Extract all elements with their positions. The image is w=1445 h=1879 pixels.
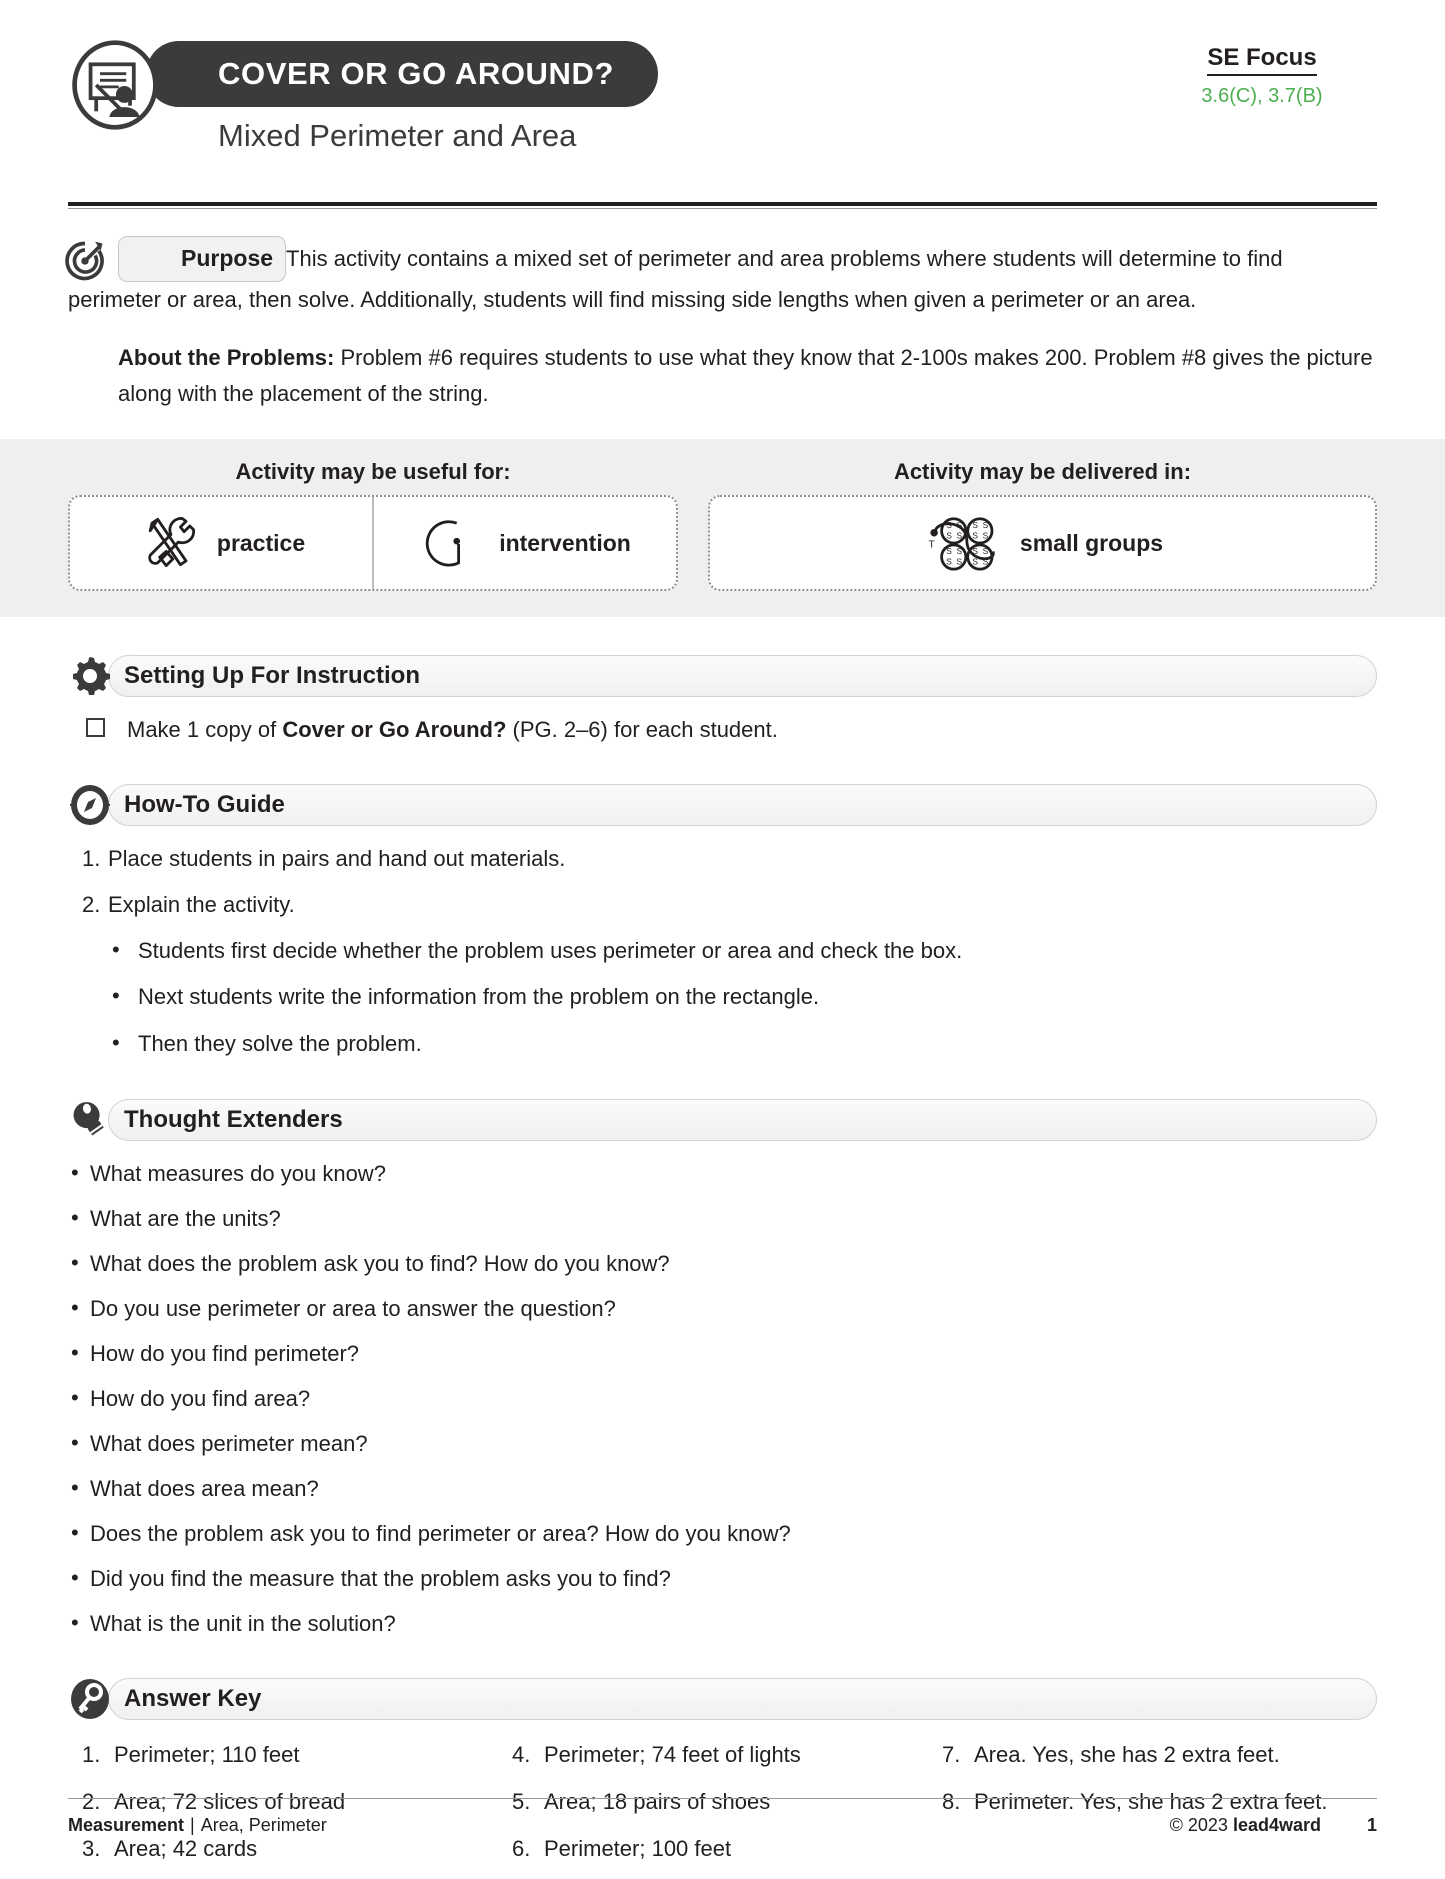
svg-text:S: S	[946, 520, 952, 531]
setting-up-header	[68, 655, 1377, 697]
useful-for-title: Activity may be useful for:	[235, 459, 511, 485]
svg-text:S: S	[956, 530, 963, 541]
band-item-small-groups	[710, 497, 1375, 589]
delivered-in-title: Activity may be delivered in:	[893, 459, 1192, 485]
answer-key-title: Answer Key	[124, 1684, 262, 1712]
about-problems-label: About the Problems:	[118, 344, 335, 370]
svg-text:S: S	[972, 530, 978, 541]
step-number: 2.	[82, 892, 101, 918]
section-bar	[108, 784, 1377, 826]
answer-number: 3.	[82, 1835, 101, 1861]
checkbox-icon[interactable]	[86, 718, 105, 737]
how-to-guide-section	[0, 784, 1445, 1060]
setup-item-text	[127, 713, 778, 746]
activity-title: COVER OR GO AROUND?	[218, 56, 615, 91]
answer-text: Area; 18 pairs of shoes	[544, 1788, 771, 1814]
se-focus-label: SE Focus	[1207, 44, 1316, 76]
page-header	[0, 0, 1445, 210]
answer-key-section	[0, 1678, 1445, 1879]
answer-text: Perimeter; 110 feet	[114, 1741, 300, 1767]
setting-up-body	[68, 713, 1377, 746]
section-bar	[108, 1678, 1377, 1720]
setting-up-title: Setting Up For Instruction	[124, 662, 420, 690]
answer-text: Perimeter; 74 feet of lights	[544, 1741, 801, 1767]
svg-text:S: S	[956, 546, 963, 557]
band-label-small-groups: small groups	[1019, 529, 1164, 556]
footer-topics: Area, Perimeter	[200, 1815, 327, 1835]
answer-number: 6.	[512, 1835, 531, 1861]
footer-separator: |	[190, 1815, 195, 1835]
svg-text:S: S	[956, 556, 963, 567]
answer-key-header	[68, 1678, 1377, 1720]
list-item: • Did you find the measure that the problem asks you to find?	[68, 1562, 1377, 1595]
answer-text: Area. Yes, she has 2 extra feet.	[974, 1741, 1280, 1767]
svg-text:S: S	[946, 530, 952, 541]
band-item-practice	[70, 497, 372, 589]
useful-for-box	[68, 495, 678, 591]
answer-text: Perimeter; 100 feet	[544, 1835, 732, 1861]
how-to-guide-header	[68, 784, 1377, 826]
svg-text:S: S	[982, 556, 989, 567]
title-badge	[68, 38, 658, 110]
svg-text:S: S	[946, 546, 952, 557]
about-problems-paragraph	[68, 340, 1377, 411]
answer-item	[512, 1832, 942, 1865]
answer-text: Area; 42 cards	[114, 1835, 258, 1861]
delivered-in-column	[708, 459, 1377, 591]
list-item: • What are the units?	[68, 1202, 1377, 1235]
svg-text:S: S	[982, 546, 989, 557]
sub-bullet: • Then they solve the problem.	[108, 1027, 1377, 1061]
answer-item	[82, 1832, 512, 1865]
sub-bullet: • Students first decide whether the problem uses perimeter or area and check the box.	[108, 934, 1377, 968]
setup-item-bold: Cover or Go Around?	[282, 717, 507, 743]
svg-text:S: S	[972, 556, 978, 567]
answer-item	[512, 1738, 942, 1771]
how-to-step	[82, 888, 1377, 1060]
how-to-steps	[68, 842, 1377, 1060]
svg-text:S: S	[972, 546, 978, 557]
step-text: Place students in pairs and hand out materials.	[108, 846, 566, 872]
band-item-intervention	[372, 497, 676, 589]
list-item: • What is the unit in the solution?	[68, 1607, 1377, 1640]
circular-arrow-icon	[419, 510, 485, 576]
thought-extenders-list	[68, 1157, 1377, 1640]
how-to-guide-title: How-To Guide	[124, 791, 285, 819]
how-to-sub-bullets	[108, 934, 1377, 1060]
answer-text: Area; 72 slices of bread	[114, 1788, 346, 1814]
key-icon	[68, 1677, 112, 1721]
list-item: • Do you use perimeter or area to answer the question?	[68, 1292, 1377, 1325]
setup-checklist-item[interactable]	[68, 713, 1377, 746]
page-footer	[68, 1798, 1377, 1836]
purpose-text: This activity contains a mixed set of perimeter and area problems where students will determine to find perimeter or area, then solve. Additionally, students will find missing side lengths when given a perimeter or an area.	[68, 246, 1283, 313]
setting-up-section	[0, 655, 1445, 746]
answer-number: 7.	[942, 1741, 961, 1767]
tools-pencil-wrench-icon	[137, 510, 203, 576]
activity-subtitle: Mixed Perimeter and Area	[218, 118, 577, 153]
purpose-paragraph	[68, 236, 1377, 318]
footer-category: Measurement	[68, 1815, 185, 1835]
answer-item	[942, 1738, 1377, 1771]
svg-text:S: S	[982, 520, 989, 531]
setup-item-prefix: Make 1 copy of	[127, 717, 283, 743]
purpose-label: Purpose	[118, 236, 286, 282]
how-to-step	[82, 842, 1377, 876]
list-item: • How do you find perimeter?	[68, 1337, 1377, 1370]
activity-title-pill	[146, 41, 658, 107]
thought-extenders-title: Thought Extenders	[124, 1105, 343, 1133]
se-focus-codes: 3.6(C), 3.7(B)	[1201, 84, 1323, 107]
lightbulb-icon	[68, 1098, 112, 1142]
list-item: • How do you find area?	[68, 1382, 1377, 1415]
footer-copyright	[1170, 1815, 1321, 1836]
gear-icon	[68, 654, 112, 698]
list-item: • What does the problem ask you to find? How do you know?	[68, 1247, 1377, 1280]
answer-number: 4.	[512, 1741, 531, 1767]
copyright-year: © 2023	[1169, 1815, 1228, 1835]
thought-extenders-body	[68, 1157, 1377, 1640]
answer-number: 2.	[82, 1788, 101, 1814]
svg-text:S: S	[982, 530, 989, 541]
footer-left	[68, 1815, 1170, 1836]
setup-item-suffix: (PG. 2–6) for each student.	[506, 717, 778, 743]
band-label-practice: practice	[216, 529, 306, 556]
answer-text: Perimeter. Yes, she has 2 extra feet.	[974, 1788, 1328, 1814]
page-number: 1	[1366, 1815, 1377, 1835]
about-problems-text: Problem #6 requires students to use what they know that 2-100s makes 200. Problem #8 gives the picture along with the placement of the string.	[118, 344, 1373, 406]
how-to-guide-body	[68, 842, 1377, 1060]
presentation-board-icon	[68, 38, 162, 132]
svg-text:S: S	[956, 520, 963, 531]
target-dart-icon	[62, 238, 108, 284]
list-item: • What does perimeter mean?	[68, 1427, 1377, 1460]
svg-text:S: S	[946, 556, 952, 567]
thought-extenders-header	[68, 1099, 1377, 1141]
se-focus-block	[1147, 44, 1377, 108]
svg-text:S: S	[972, 520, 978, 531]
compass-icon	[68, 783, 112, 827]
thought-extenders-section	[0, 1099, 1445, 1640]
answer-number: 8.	[942, 1788, 961, 1814]
answer-number: 1.	[82, 1741, 101, 1767]
delivery-band	[0, 439, 1445, 617]
svg-text:T: T	[928, 539, 935, 551]
useful-for-column	[68, 459, 678, 591]
step-text: Explain the activity.	[108, 892, 295, 918]
purpose-block	[0, 210, 1445, 425]
list-item: • Does the problem ask you to find perimeter or area? How do you know?	[68, 1517, 1377, 1550]
band-label-intervention: intervention	[499, 529, 631, 556]
footer-brand: lead4ward	[1232, 1815, 1321, 1835]
list-item: • What measures do you know?	[68, 1157, 1377, 1190]
small-groups-icon	[922, 510, 1006, 576]
answer-item	[82, 1738, 512, 1771]
header-divider	[68, 202, 1377, 206]
sub-bullet: • Next students write the information from the problem on the rectangle.	[108, 980, 1377, 1014]
delivered-in-box	[708, 495, 1377, 591]
step-number: 1.	[82, 846, 101, 872]
list-item: • What does area mean?	[68, 1472, 1377, 1505]
footer-right	[1170, 1815, 1377, 1836]
answer-number: 5.	[512, 1788, 531, 1814]
